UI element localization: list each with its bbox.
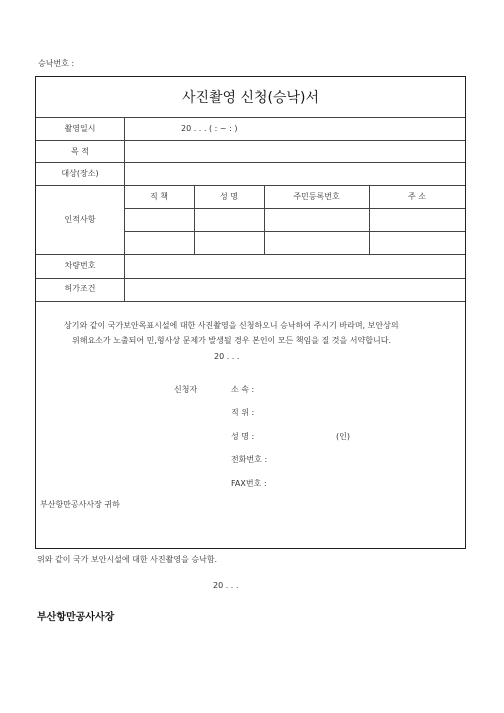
condition-label: 허가조건 bbox=[64, 284, 96, 293]
row-divider bbox=[36, 185, 465, 186]
column-divider bbox=[124, 117, 125, 301]
row-divider bbox=[36, 254, 465, 255]
position-field[interactable]: 직 위 : bbox=[231, 408, 255, 417]
row-divider bbox=[124, 208, 465, 209]
row-divider bbox=[36, 301, 465, 302]
row-divider bbox=[36, 162, 465, 163]
approval-number-label: 승낙번호 : bbox=[38, 59, 75, 68]
addressee: 부산항만공사사장 귀하 bbox=[40, 500, 120, 509]
issuer-title: 부산항만공사사장 bbox=[37, 612, 115, 623]
pledge-line-1: 상기와 같이 국가보안목표시설에 대한 사진촬영을 신청하오니 승낙하여 주시기 바라며, 보안상의 bbox=[64, 321, 399, 330]
header-name: 성 명 bbox=[220, 192, 238, 201]
approval-date: 20 . . . bbox=[213, 581, 239, 590]
seal-mark: (인) bbox=[336, 432, 350, 441]
date-label: 촬영일시 bbox=[64, 124, 96, 133]
target-label: 대상(장소) bbox=[61, 169, 99, 178]
row-divider bbox=[124, 231, 465, 232]
date-value[interactable]: 20 . . . ( : ~ : ) bbox=[181, 124, 238, 133]
name-field[interactable]: 성 명 : bbox=[231, 432, 255, 441]
pledge-line-2: 위해요소가 노출되어 민,형사상 문제가 발생될 경우 본인이 모든 책임을 질 것을 서약합니다. bbox=[72, 336, 391, 345]
fax-field[interactable]: FAX번호 : bbox=[231, 479, 267, 488]
row-divider bbox=[36, 278, 465, 279]
approval-statement: 위와 같이 국가 보안시설에 대한 사진촬영을 승낙함. bbox=[37, 555, 218, 564]
pledge-date: 20 . . . bbox=[214, 352, 240, 361]
vehicle-label: 차량번호 bbox=[64, 261, 96, 270]
affiliation-field[interactable]: 소 속 : bbox=[231, 385, 255, 394]
header-position: 직 책 bbox=[150, 192, 168, 201]
persons-label: 인적사항 bbox=[64, 215, 96, 224]
header-address: 주 소 bbox=[408, 192, 426, 201]
row-divider bbox=[36, 117, 465, 118]
row-divider bbox=[36, 140, 465, 141]
phone-field[interactable]: 전화번호 : bbox=[231, 455, 268, 464]
purpose-label: 목 적 bbox=[71, 147, 89, 156]
header-resident-id: 주민등록번호 bbox=[293, 192, 340, 201]
applicant-label: 신청자 bbox=[174, 385, 198, 394]
form-title: 사진촬영 신청(승낙)서 bbox=[36, 77, 465, 118]
application-form bbox=[35, 76, 466, 549]
